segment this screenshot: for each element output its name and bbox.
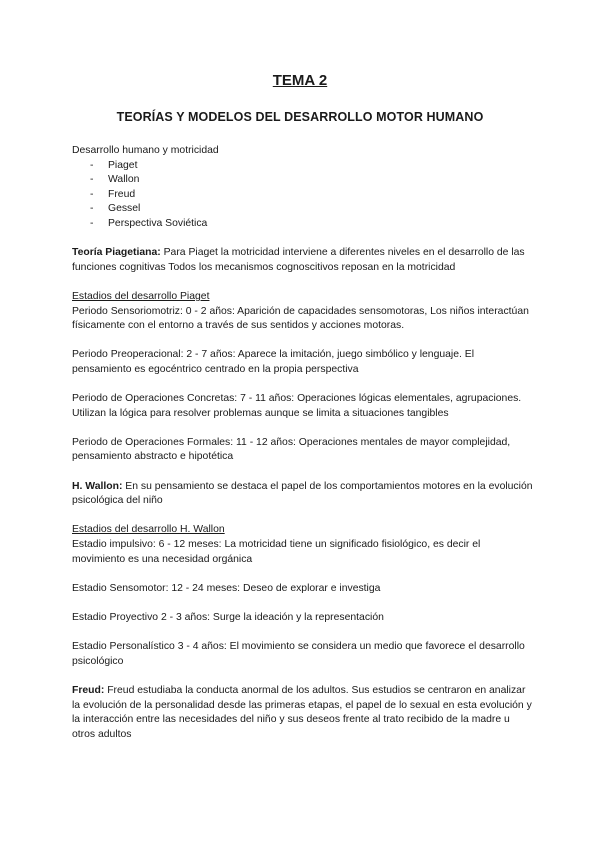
page-subtitle: TEORÍAS Y MODELOS DEL DESARROLLO MOTOR HUMANO: [116, 110, 484, 124]
list-dash: -: [90, 217, 94, 229]
piaget-text: Para Piaget la motricidad interviene a diferentes niveles en el desarrollo de las funciones cognitivas Todos los mecanismos cognoscitivos reposan en la motricidad: [72, 247, 525, 273]
freud-text: Freud estudiaba la conducta anormal de los adultos. Sus estudios se centraron en analizar la evolución de la personalidad desde las primeras etapas, el papel de lo sexual en esta evolución y la interacción entre las necesidades del niño y sus deseos frente al trato recibido de la madre u otros adultos: [72, 684, 532, 740]
list-item-label: Piaget: [108, 159, 138, 171]
freud-label: Freud:: [72, 684, 105, 696]
freud-paragraph: [72, 684, 534, 742]
document-body: [72, 144, 534, 742]
list-item-label: Perspectiva Soviética: [108, 217, 208, 229]
wallon-text: En su pensamiento se destaca el papel de los comportamientos motores en la evolución psicológica del niño: [72, 480, 533, 507]
list-dash: -: [90, 188, 94, 200]
wallon-stage: Estadio Proyectivo 2 - 3 años: Surge la ideación y la representación: [72, 612, 384, 623]
piaget-paragraph: [72, 246, 534, 275]
list-item: [72, 217, 534, 232]
piaget-stages-heading: Estadios del desarrollo Piaget: [72, 290, 210, 302]
list-dash: -: [90, 203, 94, 215]
authors-list: [72, 159, 534, 232]
piaget-stage: Periodo de Operaciones Formales: 11 - 12 años: Operaciones mentales de mayor complejidad, pensamiento abstracto e hipotética: [72, 436, 511, 463]
list-item: [72, 173, 534, 188]
list-dash: -: [90, 174, 94, 186]
list-item: [72, 188, 534, 203]
intro-heading: Desarrollo humano y motricidad: [72, 145, 219, 156]
piaget-stage: Periodo Sensoriomotriz: 0 - 2 años: Aparición de capacidades sensomotoras, Los niños interactúan físicamente con el entorno a través de sus sentidos y acciones motoras.: [72, 305, 529, 332]
piaget-stage: Periodo de Operaciones Concretas: 7 - 11 años: Operaciones lógicas elementales, agrupaciones. Utilizan la lógica para resolver problemas aunque se limita a situaciones tangibles: [72, 393, 522, 419]
piaget-label: Teoría Piagetiana:: [72, 247, 161, 259]
wallon-stages-heading: Estadios del desarrollo H. Wallon: [72, 524, 225, 536]
list-item: [72, 159, 534, 174]
list-item-label: Wallon: [108, 174, 140, 186]
page-title: TEMA 2: [272, 72, 328, 89]
wallon-paragraph: [72, 480, 534, 509]
wallon-stage: Estadio impulsivo: 6 - 12 meses: La motricidad tiene un significado fisiológico, es decir el movimiento es una necesidad orgánica: [72, 539, 481, 565]
list-item-label: Gessel: [108, 203, 141, 215]
list-item-label: Freud: [108, 188, 136, 200]
piaget-stage: Periodo Preoperacional: 2 - 7 años: Aparece la imitación, juego simbólico y lenguaje. El pensamiento es egocéntrico centrado en la propia perspectiva: [72, 349, 475, 375]
list-item: [72, 202, 534, 217]
wallon-stage: Estadio Sensomotor: 12 - 24 meses: Deseo de explorar e investiga: [72, 582, 381, 594]
wallon-stage: Estadio Personalístico 3 - 4 años: El movimiento se considera un medio que favorece el desarrollo psicológico: [72, 641, 525, 667]
list-dash: -: [90, 159, 94, 171]
wallon-label: H. Wallon:: [72, 480, 123, 492]
